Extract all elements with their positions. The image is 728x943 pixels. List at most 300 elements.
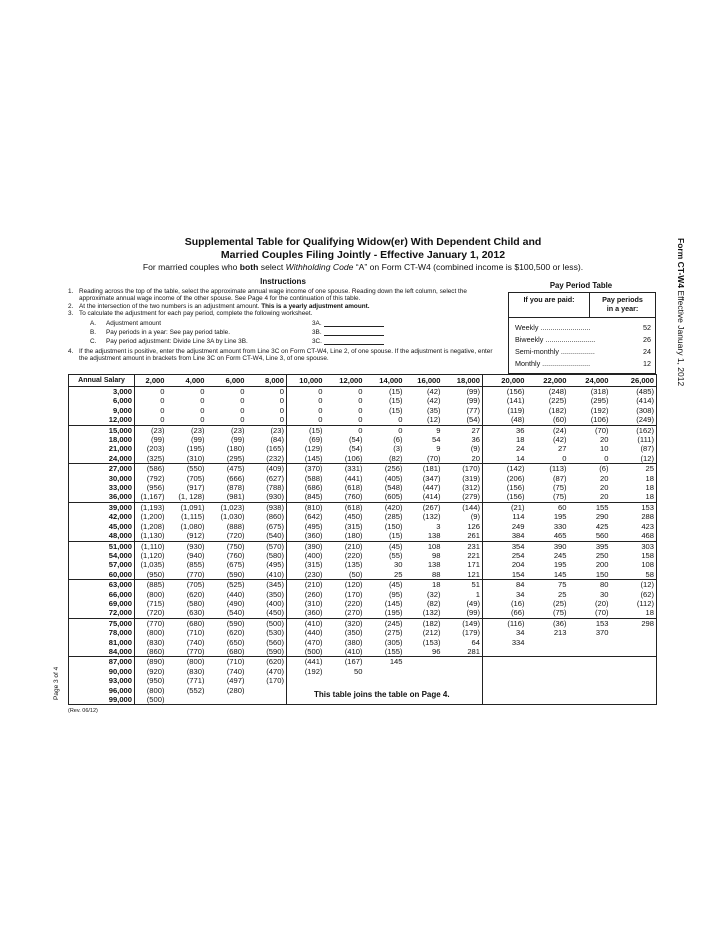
subtitle-bold: both (239, 262, 259, 272)
adjustment-cell: 9 (436, 444, 441, 454)
row-salary: 39,000 (69, 502, 135, 512)
row-salary: 18,000 (69, 435, 135, 444)
adjustment-cell: (981) (207, 492, 247, 502)
table-row (69, 647, 657, 657)
row-salary: 51,000 (69, 541, 135, 551)
revision-date: (Rev. 06/12) (68, 708, 98, 714)
adjustment-cell: (75) (527, 492, 569, 502)
adjustment-cell: (525) (226, 580, 245, 590)
adjustment-cell: (495) (247, 560, 287, 569)
adjustment-cell: (788) (247, 483, 287, 492)
adjustment-cell: 465 (527, 531, 569, 541)
adjustment-cell: 245 (553, 550, 567, 560)
adjustment-cell: (3) (393, 444, 403, 454)
table-row (69, 444, 657, 453)
adjustment-cell: 121 (443, 570, 483, 580)
adjustment-cell: (156) (506, 387, 525, 396)
adjustment-cell: (54) (348, 444, 363, 454)
adjustment-cell: (275) (384, 628, 403, 638)
adjustment-cell: (620) (226, 628, 245, 638)
adjustment-cell: 468 (611, 531, 657, 541)
adjustment-cell: (552) (186, 685, 205, 695)
adjustment-cell: (705) (186, 580, 205, 590)
adjustment-cell (611, 695, 657, 705)
adjustment-cell: (12) (405, 415, 443, 425)
row-salary: 45,000 (69, 522, 135, 531)
column-header: 18,000 (443, 375, 483, 387)
adjustment-cell: (45) (388, 541, 403, 551)
adjustment-cell: 423 (611, 522, 657, 531)
row-salary: 84,000 (69, 647, 135, 657)
subtitle-italic: Withholding Code (285, 262, 354, 272)
instruction-text: To calculate the adjustment for each pay period, complete the following worksheet. (79, 310, 313, 318)
adjustment-cell: 1 (443, 590, 483, 599)
row-salary: 87,000 (69, 657, 135, 667)
adjustment-cell: 0 (358, 405, 363, 415)
row-salary: 33,000 (69, 483, 135, 492)
row-salary: 66,000 (69, 590, 135, 599)
adjustment-cell: (1,030) (220, 512, 245, 522)
adjustment-cell: (590) (207, 570, 247, 580)
adjustment-cell: (162) (611, 425, 657, 435)
adjustment-cell: (347) (422, 473, 441, 483)
adjustment-cell: (1,023) (220, 502, 245, 512)
adjustment-cell: (132) (405, 608, 443, 618)
adjustment-cell: 27 (443, 425, 483, 435)
worksheet-line-b (90, 329, 502, 338)
adjustment-cell: (182) (422, 618, 441, 628)
adjustment-cell: 0 (167, 415, 207, 425)
adjustment-cell: 0 (240, 396, 245, 406)
table-row (69, 396, 657, 405)
worksheet-entry-line[interactable] (324, 344, 384, 345)
adjustment-cell: (720) (207, 531, 247, 541)
adjustment-cell: 75 (558, 580, 567, 590)
adjustment-cell (527, 647, 569, 657)
adjustment-cell: 0 (247, 406, 287, 415)
row-salary: 48,000 (69, 531, 135, 541)
adjustment-cell (527, 667, 569, 676)
adjustment-cell: 145 (527, 570, 569, 580)
adjustment-cell: (66) (483, 608, 527, 618)
adjustment-cell: (405) (384, 473, 403, 483)
table-row (69, 483, 657, 492)
column-header: 16,000 (405, 375, 443, 387)
adjustment-cell: 9 (436, 425, 441, 435)
adjustment-cell: (950) (135, 570, 167, 580)
instruction-number: 4. (68, 347, 74, 355)
row-salary: 72,000 (69, 608, 135, 618)
worksheet-letter: C. (90, 337, 97, 345)
table-row (69, 387, 657, 397)
adjustment-cell: (55) (388, 550, 403, 560)
adjustment-cell: (23) (190, 425, 205, 435)
adjustment-cell: (245) (384, 618, 403, 628)
adjustment-cell: (180) (325, 531, 365, 541)
adjustment-cell: (360) (287, 531, 325, 541)
adjustment-cell: (12) (611, 454, 657, 464)
adjustment-cell: (890) (146, 657, 165, 667)
worksheet-line-c (90, 338, 502, 347)
adjustment-cell: 0 (200, 405, 205, 415)
instruction-text: Reading across the top of the table, select the approximate annual wage income of one spouse. Reading down the left column, select the approximate annual wage income of the other spouse. See Page 4 for the continuation of this table. (79, 288, 467, 303)
adjustment-cell: (260) (304, 589, 323, 599)
adjustment-cell: (350) (247, 590, 287, 599)
adjustment-cell: (99) (443, 387, 483, 397)
row-salary: 90,000 (69, 667, 135, 676)
adjustment-cell: (9) (443, 444, 483, 453)
adjustment-cell (527, 695, 569, 705)
adjustment-cell: (792) (146, 473, 165, 483)
adjustment-cell: (920) (146, 666, 165, 676)
worksheet-line-number: 3B. (312, 328, 322, 336)
worksheet-entry-line[interactable] (324, 326, 384, 327)
adjustment-cell: (331) (344, 464, 363, 474)
adjustment-cell: (6) (599, 464, 609, 474)
subtitle-pre: For married couples who (142, 262, 240, 272)
subtitle-post: “A” on Form CT-W4 (combined income is $100,500 or less). (353, 262, 584, 272)
adjustment-cell: (99) (230, 435, 245, 445)
adjustment-cell: (740) (226, 666, 245, 676)
adjustment-cell: (540) (247, 531, 287, 541)
adjustment-cell: 195 (553, 560, 567, 570)
adjustment-cell: (370) (304, 464, 323, 474)
adjustment-cell: 18 (516, 435, 525, 445)
adjustment-cell: (590) (226, 618, 245, 628)
adjustment-cell: 154 (483, 570, 527, 580)
row-salary: 78,000 (69, 628, 135, 637)
table-row (69, 512, 657, 521)
table-row (69, 492, 657, 502)
adjustment-cell: (345) (247, 580, 287, 590)
adjustment-cell: (82) (426, 598, 441, 608)
adjustment-cell: (308) (611, 406, 657, 415)
adjustment-cell (207, 695, 247, 705)
adjustment-cell: 153 (595, 618, 609, 628)
adjustment-cell: (99) (190, 435, 205, 445)
adjustment-cell: (156) (506, 483, 525, 493)
adjustment-cell: (441) (304, 657, 323, 667)
adjustment-cell: 30 (394, 560, 403, 570)
adjustment-cell: 0 (240, 387, 245, 396)
adjustment-cell: 0 (247, 396, 287, 405)
adjustment-cell: (20) (594, 598, 609, 608)
adjustment-cell: (1,115) (181, 512, 205, 522)
adjustment-cell: (715) (146, 598, 165, 608)
adjustment-cell: 330 (553, 521, 567, 531)
adjustment-cell: (800) (146, 628, 165, 638)
table-row (69, 502, 657, 512)
adjustment-cell: 64 (443, 638, 483, 647)
adjustment-cell: (950) (146, 676, 165, 686)
adjustment-cell: 138 (427, 560, 441, 570)
adjustment-cell: (410) (325, 647, 365, 657)
adjustment-cell: (62) (611, 590, 657, 599)
adjustment-cell: 51 (443, 580, 483, 590)
adjustment-cell (611, 657, 657, 667)
adjustment-cell: (9) (443, 512, 483, 521)
adjustment-cell (483, 667, 527, 676)
adjustment-cell: (400) (304, 550, 323, 560)
table-row (69, 551, 657, 560)
adjustment-cell: (680) (186, 618, 205, 628)
table-row (69, 570, 657, 580)
adjustment-cell: (15) (388, 405, 403, 415)
adjustment-cell: 108 (427, 541, 441, 551)
adjustment-cell: (77) (443, 406, 483, 415)
adjustment-cell: 20 (600, 435, 609, 445)
title-line-2: Married Couples Filing Jointly - Effective January 1, 2012 (220, 249, 506, 261)
adjustment-cell: (315) (304, 560, 323, 570)
adjustment-cell: 150 (569, 570, 611, 580)
adjustment-cell: (135) (344, 560, 363, 570)
adjustment-cell: (70) (594, 425, 609, 435)
adjustment-cell: (1,080) (180, 521, 205, 531)
adjustment-cell: (295) (590, 396, 609, 406)
pay-period-table-heading: Pay Period Table (549, 281, 613, 290)
row-salary: 3,000 (69, 387, 135, 397)
adjustment-cell: (642) (304, 512, 323, 522)
adjustment-cell: (675) (247, 522, 287, 531)
adjustment-cell: (195) (365, 608, 405, 618)
adjustment-cell (483, 686, 527, 695)
adjustment-cell (611, 638, 657, 647)
adjustment-cell: 18 (611, 608, 657, 618)
row-salary: 60,000 (69, 570, 135, 580)
adjustment-cell: (270) (325, 608, 365, 618)
adjustment-cell: 0 (200, 387, 205, 396)
adjustment-cell: (54) (348, 435, 363, 445)
table-row (69, 590, 657, 599)
adjustment-cell: (860) (247, 512, 287, 521)
pay-period-table-header (509, 293, 655, 318)
adjustment-cell: (350) (344, 628, 363, 638)
adjustment-cell (611, 647, 657, 657)
adjustment-cell: (295) (207, 454, 247, 464)
instruction-3 (68, 310, 502, 317)
adjustment-cell: (570) (247, 541, 287, 551)
instruction-2 (68, 303, 502, 310)
adjustment-cell: (830) (186, 666, 205, 676)
adjustment-cell: (930) (186, 541, 205, 551)
table-row (69, 667, 657, 676)
adjustment-cell: 138 (405, 531, 443, 541)
adjustment-cell: (800) (146, 685, 165, 695)
pay-period-label: Monthly ........................ (515, 359, 591, 368)
adjustment-cell: (113) (549, 464, 567, 474)
adjustment-cell: (15) (388, 396, 403, 406)
adjustment-cell (405, 667, 443, 676)
adjustment-cell: 58 (611, 570, 657, 580)
adjustment-cell: 195 (553, 512, 567, 522)
adjustment-cell: (770) (167, 647, 207, 657)
adjustment-cell: (225) (548, 396, 567, 406)
adjustment-cell: (770) (146, 618, 165, 628)
adjustment-cell: (441) (344, 473, 363, 483)
adjustment-cell: (75) (527, 608, 569, 618)
pay-period-value: 24 (643, 347, 651, 356)
adjustment-cell: (69) (308, 435, 323, 445)
adjustment-cell: (45) (388, 580, 403, 590)
adjustment-cell: (170) (247, 676, 287, 685)
row-salary: 27,000 (69, 464, 135, 474)
adjustment-cell (527, 686, 569, 695)
adjustment-cell: 126 (443, 522, 483, 531)
adjustment-cell: (420) (384, 502, 403, 512)
adjustment-cell: 18 (611, 483, 657, 492)
adjustment-cell: 34 (516, 628, 525, 638)
pay-period-row-monthly (515, 359, 651, 368)
adjustment-cell: (530) (247, 628, 287, 637)
row-salary: 21,000 (69, 444, 135, 453)
adjustment-cell: (618) (344, 502, 363, 512)
adjustment-cell: (830) (146, 637, 165, 647)
adjustment-cell: 18 (432, 580, 441, 590)
pay-period-col-count-line1: Pay periods (602, 295, 643, 304)
adjustment-cell (611, 667, 657, 676)
adjustment-cell: 20 (443, 454, 483, 464)
adjustment-cell: 98 (432, 550, 441, 560)
adjustment-cell: 250 (595, 550, 609, 560)
adjustment-cell: (142) (506, 464, 525, 474)
adjustment-cell: (48) (483, 415, 527, 425)
row-salary: 42,000 (69, 512, 135, 521)
adjustment-cell: (70) (405, 454, 443, 464)
subtitle (68, 262, 658, 272)
adjustment-cell (443, 657, 483, 667)
adjustment-cell: 36 (516, 425, 525, 435)
worksheet-line-number: 3C. (312, 337, 322, 345)
column-header: 12,000 (325, 375, 365, 387)
adjustment-cell: (800) (186, 657, 205, 667)
adjustment-cell: (1,193) (140, 502, 165, 512)
adjustment-cell: (156) (483, 492, 527, 502)
adjustment-cell: 298 (611, 618, 657, 628)
adjustment-cell (167, 695, 207, 705)
adjustment-cell: 20 (600, 483, 609, 493)
adjustment-cell: 145 (389, 657, 403, 667)
adjustment-cell: (99) (150, 435, 165, 445)
adjustment-cell: (810) (304, 502, 323, 512)
instructions-heading: Instructions (260, 277, 306, 286)
adjustment-cell: 0 (247, 387, 287, 397)
adjustment-cell (483, 676, 527, 685)
adjustment-cell: (256) (384, 464, 403, 474)
adjustment-cell: 84 (516, 580, 525, 590)
instruction-text: If the adjustment is positive, enter the adjustment amount from Line 3C on Form CT-W4, Line 2, of one spouse. If the adjustment is negative, enter the adjustment amount in brackets from Line 3C on Form CT-W4, Line 3, of one spouse. (79, 347, 493, 363)
table-row (69, 541, 657, 551)
adjustment-cell: 0 (358, 396, 363, 406)
adjustment-cell: (310) (167, 454, 207, 464)
adjustment-cell: 0 (318, 396, 323, 406)
adjustment-cell: (447) (422, 483, 441, 493)
row-salary: 99,000 (69, 695, 135, 705)
adjustment-cell: (500) (287, 647, 325, 657)
column-header: 22,000 (527, 375, 569, 387)
adjustment-cell: 155 (595, 502, 609, 512)
worksheet-letter: B. (90, 328, 97, 336)
row-salary: 63,000 (69, 580, 135, 590)
adjustment-cell: (230) (287, 570, 325, 580)
adjustment-cell: (409) (247, 464, 287, 474)
adjustment-cell: 395 (595, 541, 609, 551)
adjustment-cell: 0 (287, 415, 325, 425)
adjustment-cell: 24 (516, 444, 525, 454)
subtitle-mid: select (258, 262, 286, 272)
adjustment-cell: (675) (226, 560, 245, 570)
adjustment-cell: (206) (506, 473, 525, 483)
adjustment-cell: (956) (146, 483, 165, 493)
adjustment-cell: (249) (611, 415, 657, 425)
adjustment-cell: (705) (186, 473, 205, 483)
adjustment-cell (569, 686, 611, 695)
adjustment-cell: 36 (443, 435, 483, 444)
adjustment-cell: (917) (186, 483, 205, 493)
adjustment-cell: (248) (548, 387, 567, 396)
adjustment-cell (483, 657, 527, 667)
adjustment-cell: (99) (443, 608, 483, 618)
adjustment-cell: (1, 128) (167, 492, 207, 502)
adjustment-cell: (318) (590, 387, 609, 396)
adjustment-cell: (315) (344, 521, 363, 531)
adjustment-cell: (119) (507, 405, 525, 415)
adjustment-cell (405, 657, 443, 667)
pay-period-label: Weekly ......................... (515, 323, 591, 332)
adjustment-cell: (360) (287, 608, 325, 618)
adjustment-cell: (450) (247, 608, 287, 618)
worksheet-entry-line[interactable] (324, 335, 384, 336)
instruction-1 (68, 288, 502, 303)
adjustment-cell: (450) (344, 512, 363, 522)
adjustment-cell: (12) (611, 580, 657, 590)
table-row (69, 560, 657, 569)
adjustment-cell: 288 (611, 512, 657, 521)
adjustment-cell (569, 667, 611, 676)
adjustment-cell: 370 (595, 628, 609, 638)
table-header-row (69, 375, 657, 387)
pay-period-value: 52 (643, 323, 651, 332)
adjustment-cell: (548) (384, 483, 403, 493)
adjustment-cell: (940) (186, 550, 205, 560)
adjustment-cell: (400) (247, 599, 287, 608)
adjustment-cell: (165) (247, 444, 287, 453)
adjustment-cell: 0 (200, 396, 205, 406)
column-header-annual-salary: Annual Salary (69, 375, 135, 387)
adjustment-cell (569, 657, 611, 667)
adjustment-cell: 20 (600, 473, 609, 483)
row-salary: 81,000 (69, 638, 135, 647)
table-row (69, 531, 657, 541)
adjustment-cell: (145) (384, 598, 403, 608)
adjustment-cell: (50) (325, 570, 365, 580)
adjustment-cell: 96 (405, 647, 443, 657)
adjustment-cell: (1,120) (140, 550, 165, 560)
pay-period-label: Biweekly ......................... (515, 335, 596, 344)
table-row (69, 608, 657, 618)
pay-period-table (508, 292, 656, 374)
adjustment-cell: (170) (443, 464, 483, 474)
table-joins-note: This table joins the table on Page 4. (314, 690, 450, 699)
adjustment-cell (483, 647, 527, 657)
adjustment-cell (569, 676, 611, 685)
adjustment-cell: 153 (611, 502, 657, 512)
adjustment-cell (365, 676, 405, 685)
adjustment-cell: (380) (344, 637, 363, 647)
adjustment-cell: (106) (569, 415, 611, 425)
adjustment-cell: (99) (443, 396, 483, 405)
page-number: Page 3 of 4 (53, 666, 60, 700)
adjustment-cell: (141) (506, 396, 525, 406)
